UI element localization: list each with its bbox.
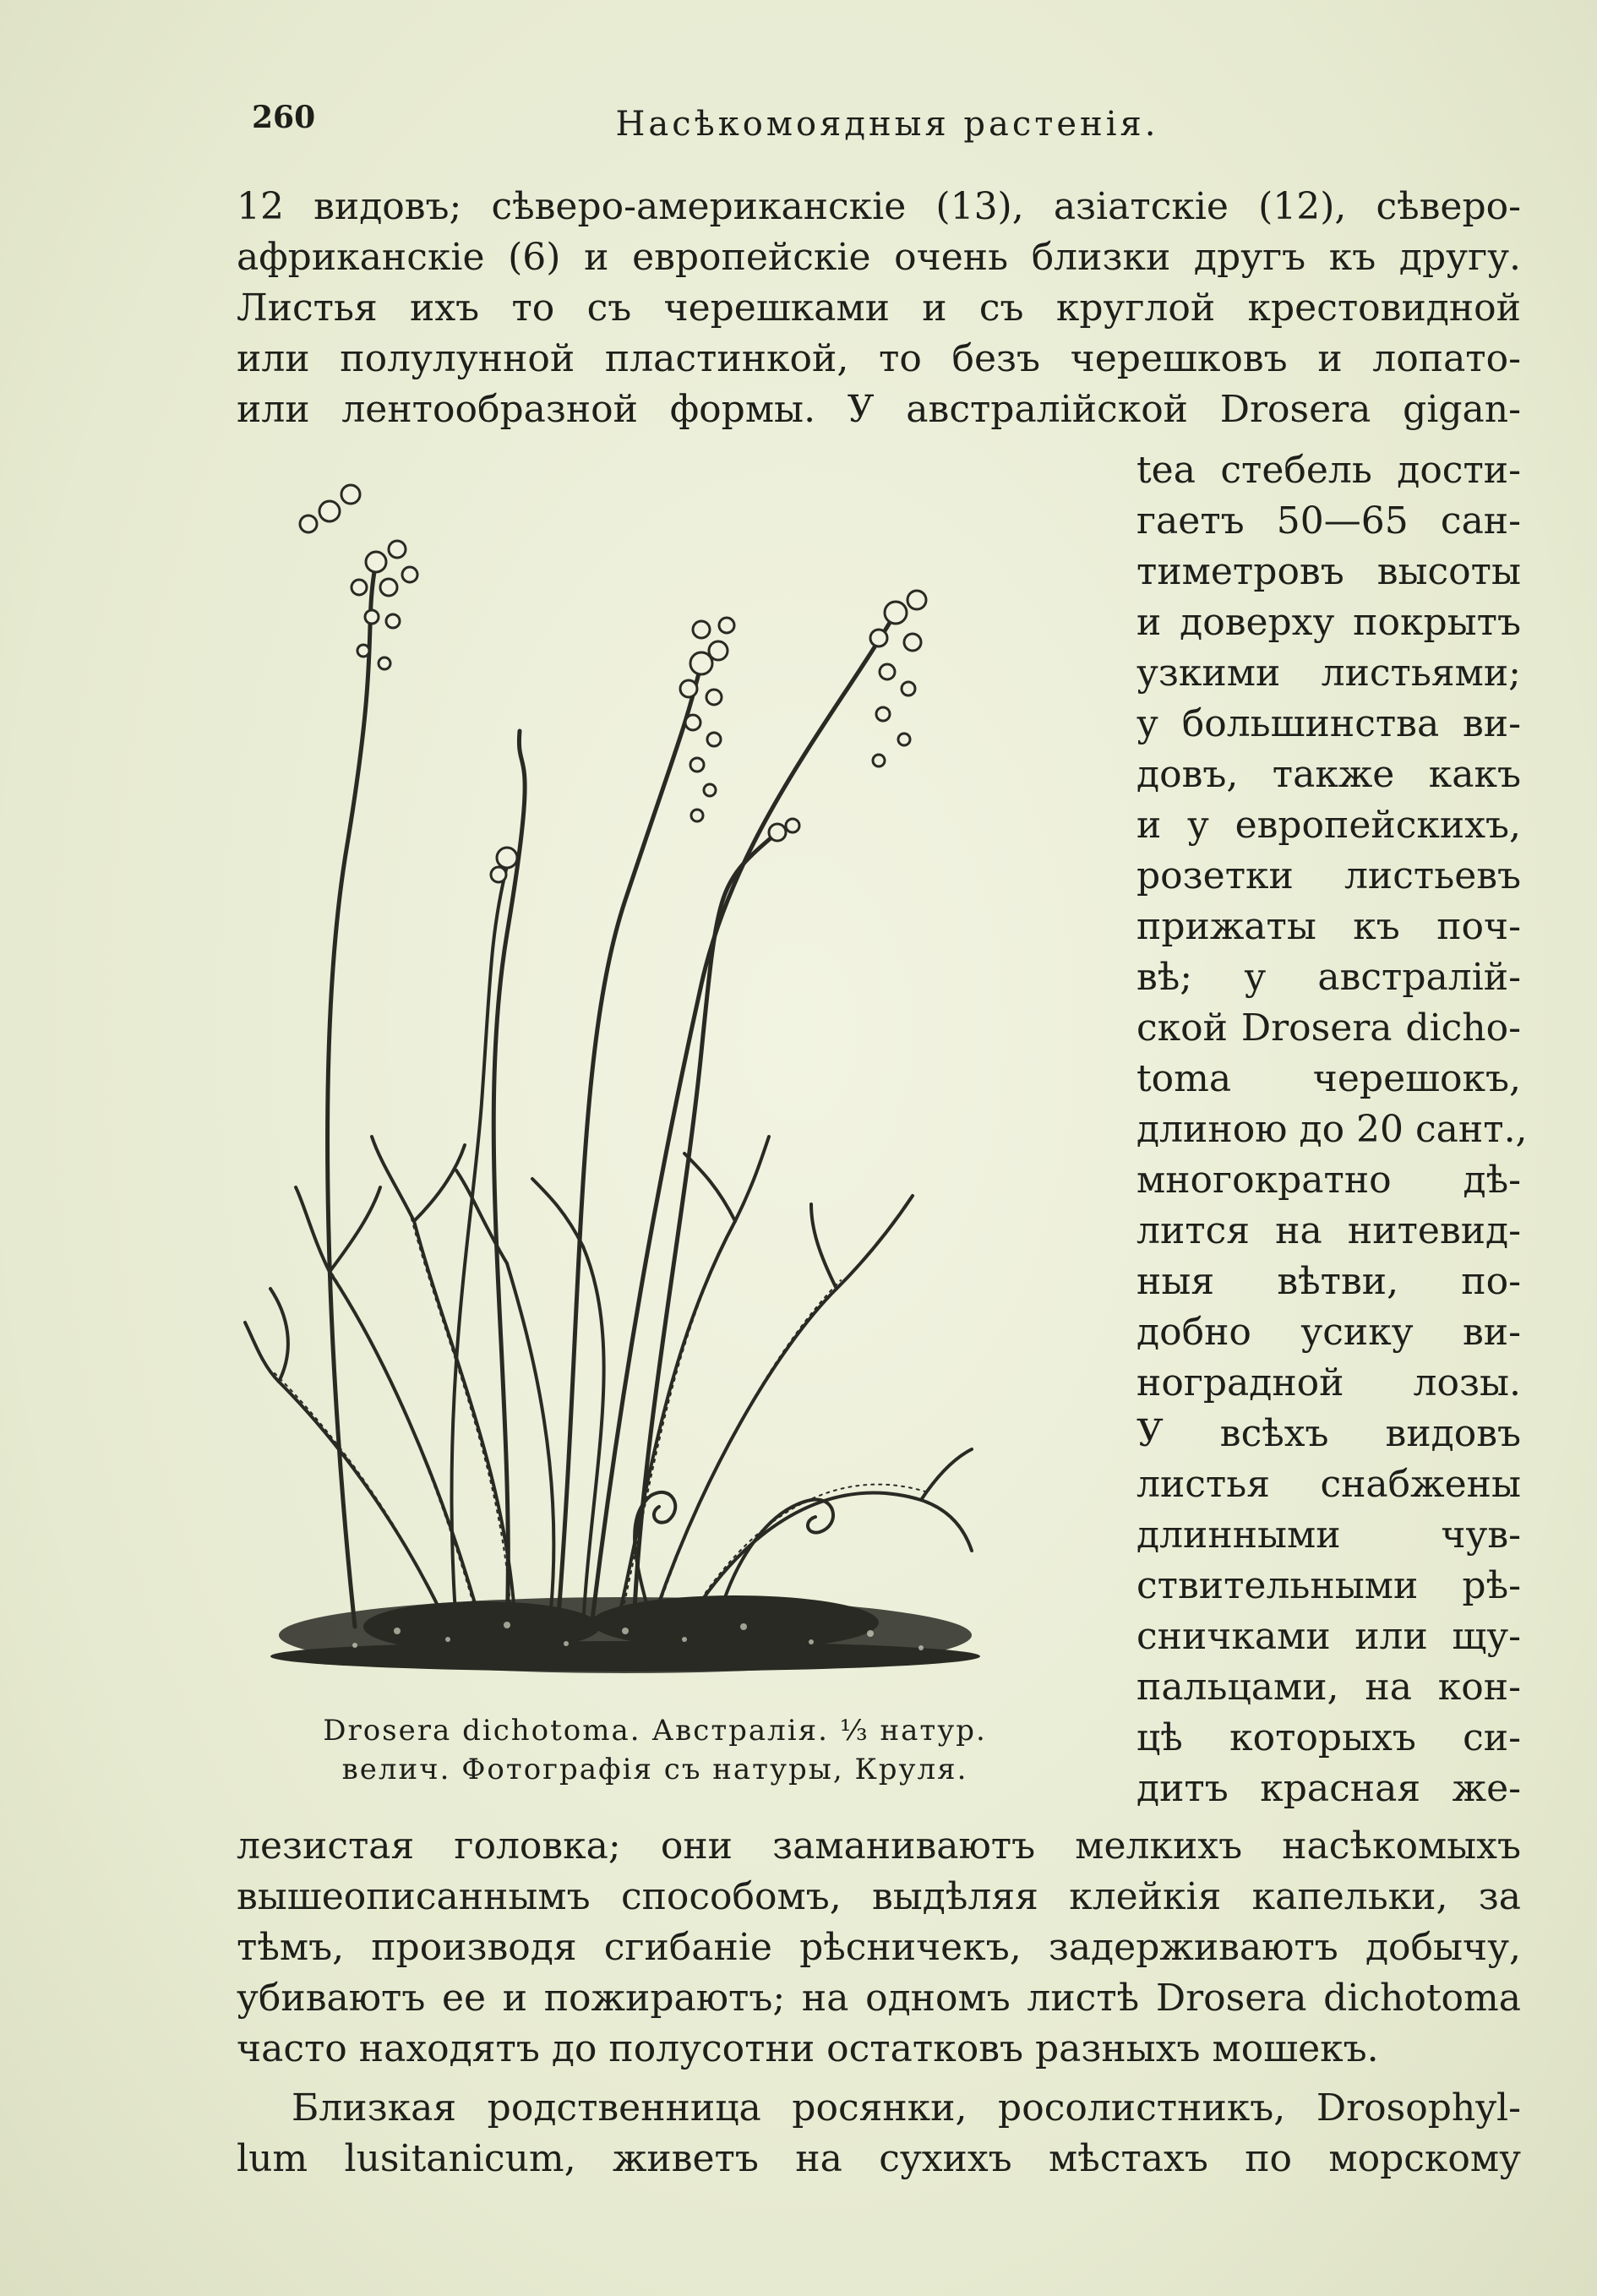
text-line: убиваютъ ее и пожираютъ; на одномъ листѣ Drosera dichotoma — [237, 1977, 1521, 2020]
text-line: Листья ихъ то съ черешками и съ круглой крестовидной — [237, 286, 1521, 330]
column-line: ствительными рѣ- — [1136, 1564, 1521, 1607]
column-line: дитъ красная же- — [1136, 1767, 1521, 1810]
text-line: Близкая родственница росянки, росолистникъ, Drosophyl- — [292, 2086, 1521, 2130]
column-line: добно усику ви- — [1136, 1311, 1521, 1354]
text-line: вышеописаннымъ способомъ, выдѣляя клейкія капельки, за — [237, 1875, 1521, 1918]
column-line: и у европейскихъ, — [1136, 804, 1521, 847]
column-line: вѣ; у австралій- — [1136, 956, 1521, 999]
running-head: Насѣкомоядныя растенія. — [615, 105, 1159, 144]
column-line: цѣ которыхъ си- — [1136, 1716, 1521, 1759]
column-line: довъ, также какъ — [1136, 753, 1521, 796]
column-line: сничками или щу- — [1136, 1615, 1521, 1658]
column-line: прижаты къ поч- — [1136, 905, 1521, 948]
column-line: пальцами, на кон- — [1136, 1666, 1521, 1709]
text-line: или полулунной пластинкой, то безъ черешковъ и лопато- — [237, 337, 1521, 380]
column-line: toma черешокъ, — [1136, 1057, 1521, 1100]
text-line: часто находятъ до полусотни остатковъ разныхъ мошекъ. — [237, 2027, 1379, 2070]
column-line: ской Drosera dicho- — [1136, 1006, 1521, 1050]
column-line: лится на нитевид- — [1136, 1209, 1521, 1252]
column-line: У всѣхъ видовъ — [1136, 1412, 1521, 1455]
column-line: ноградной лозы. — [1136, 1361, 1521, 1404]
column-line: ныя вѣтви, по- — [1136, 1260, 1521, 1303]
column-line: длинными чув- — [1136, 1513, 1521, 1557]
text-line: тѣмъ, производя сгибаніе рѣсничекъ, задерживаютъ добычу, — [237, 1926, 1521, 1969]
caption-line: Drosera dichotoma. Австралія. ⅓ натур. — [323, 1714, 987, 1748]
page-header — [245, 100, 1529, 159]
column-line: гаетъ 50—65 сан- — [1136, 499, 1521, 543]
column-line: розетки листьевъ — [1136, 854, 1521, 897]
column-line: узкими листьями; — [1136, 652, 1521, 695]
column-line: и доверху покрытъ — [1136, 601, 1521, 644]
column-line: tea стебель дости- — [1136, 449, 1521, 492]
text-line: lum lusitanicum, живетъ на сухихъ мѣстахъ по морскому — [237, 2137, 1521, 2180]
text-line: лезистая головка; они заманиваютъ мелкихъ насѣкомыхъ — [237, 1824, 1521, 1868]
page-number: 260 — [252, 100, 316, 135]
column-line: тиметровъ высоты — [1136, 550, 1521, 593]
text-line: африканскіе (6) и европейскіе очень близки другъ къ другу. — [237, 236, 1521, 279]
column-line: многократно дѣ- — [1136, 1159, 1521, 1202]
caption-line: велич. Фотографія съ натуры, Круля. — [341, 1753, 968, 1786]
column-line: у большинства ви- — [1136, 702, 1521, 745]
figure-caption — [215, 1711, 1094, 1789]
text-line: 12 видовъ; сѣверо-американскіе (13), азіатскіе (12), сѣверо- — [237, 185, 1521, 228]
text-line: или лентообразной формы. У австралійской Drosera gigan- — [237, 388, 1521, 431]
drosera-illustration — [228, 461, 1090, 1694]
column-line: листья снабжены — [1136, 1463, 1521, 1506]
column-line: длиною до 20 сант., — [1136, 1108, 1528, 1151]
